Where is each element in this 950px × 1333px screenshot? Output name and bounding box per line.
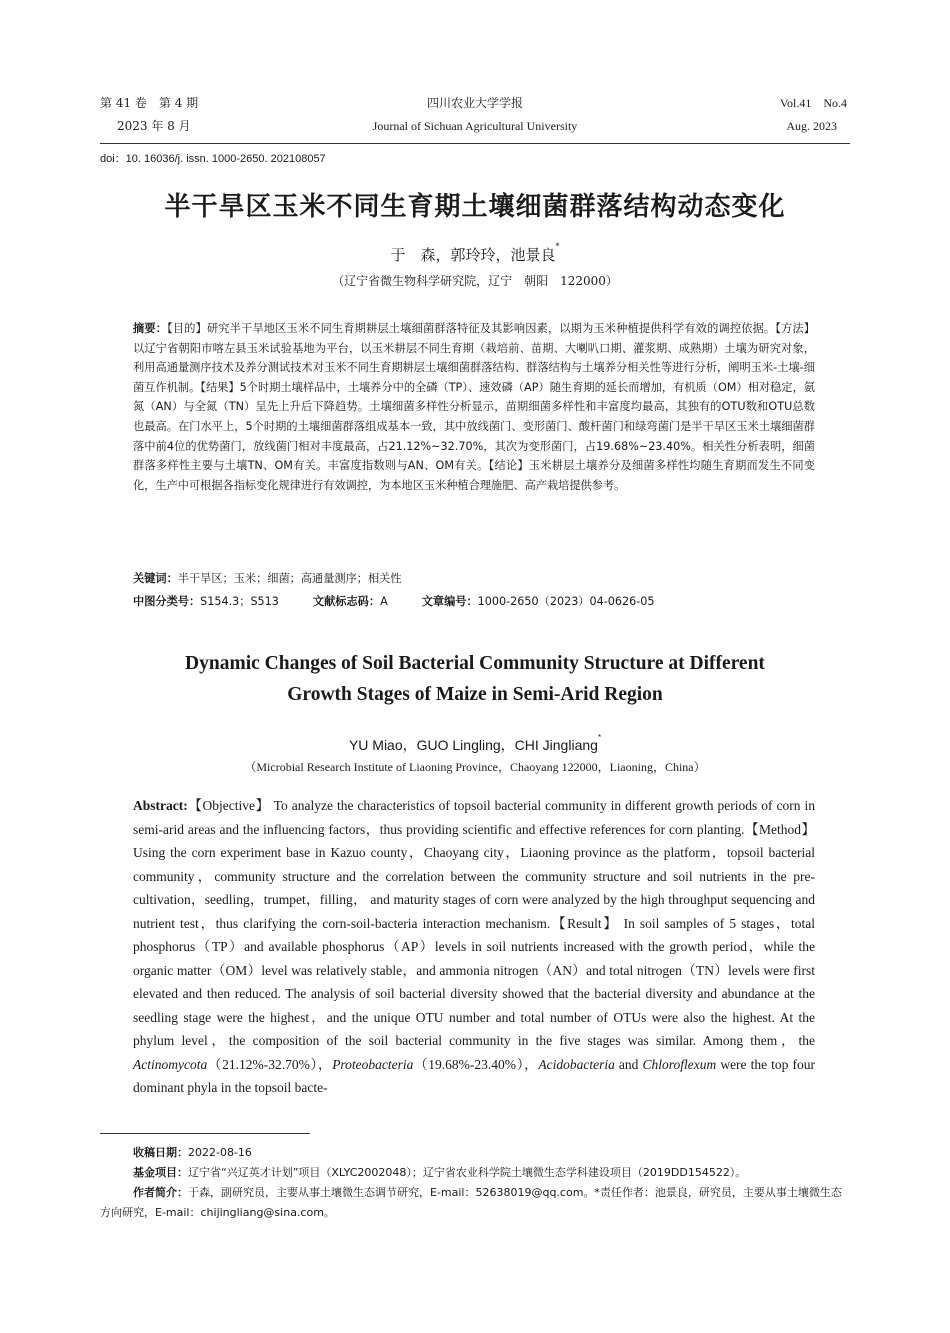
chinese-abstract-text: 【目的】研究半干旱地区玉米不同生育期耕层土壤细菌群落特征及其影响因素，以期为玉米种植提供科学有效的调控依据。【方法】以辽宁省朝阳市喀左县玉米试验基地为平台，以玉米耕层不同生育期（栽培前、苗期、大喇叭口期、灌浆期、成熟期）土壤为研究对象，利用高通量测序技术及养分测试技术对玉米不同生育期耕层土壤细菌群落结构、群落结构与土壤养分相关性等进行分析，阐明玉米-土壤-细菌互作机制。【结果】5个时期土壤样品中，土壤养分中的全磷（TP）、速效磷（AP）随生育期的延长而增加，有机质（OM）相对稳定，氨氮（AN）与全氮（TN）呈先上升后下降趋势。土壤细菌多样性分析显示，苗期细菌多样性和丰富度均最高，其独有的OTU数和OTU总数也最高。在门水平上，5个时期的土壤细菌群落组成基本一致，其中放线菌门、变形菌门、酸杆菌门和绿弯菌门是半干旱区玉米土壤细菌群落中前4位的优势菌门，放线菌门相对丰度最高，占21.12%~32.70%，其次为变形菌门，占19.68%~23.40%。相关性分析表明，细菌群落多样性主要与土壤TN、OM有关。丰富度指数则与AN、OM有关。【结论】玉米耕层土壤养分及细菌多样性均随生育期而发生不同变化，生产中可根据各指标变化规律进行有效调控，为本地区玉米种植合理施肥、高产栽培提供参考。 <box>133 322 815 492</box>
english-abstract-label: Abstract: <box>133 798 188 813</box>
and-word: and <box>614 1056 643 1072</box>
range-actinomycota: （21.12%-32.70%）， <box>207 1056 333 1072</box>
clc-value: S154.3；S513 <box>200 595 279 608</box>
header-volume-issue-en: Vol.41 No.4 <box>779 96 847 110</box>
phylum-acidobacteria: Acidobacteria <box>538 1056 615 1072</box>
bio-label: 作者简介： <box>133 1186 188 1199</box>
header-journal-cn: 四川农业大学学报 <box>426 96 523 110</box>
english-abstract <box>133 794 815 1100</box>
header-date-en: Aug. 2023 <box>786 119 837 133</box>
chinese-abstract-label: 摘要： <box>133 322 168 335</box>
doc-code-value: A <box>380 595 388 608</box>
footnote-author-bio <box>100 1183 852 1223</box>
header-journal-en: Journal of Sichuan Agricultural University <box>372 119 578 133</box>
range-proteobacteria: （19.68%-23.40%）， <box>413 1056 539 1072</box>
english-abstract-text: 【Objective】 To analyze the characteristics of topsoil bacterial community in different growth periods of corn in semi-arid areas and the influencing factors，thus providing scientific and effective references for corn planting.【Method】 Using the corn experiment base in Kazuo county，Chaoyang city，Liaoning province as the platform，topsoil bacterial community，community structure and the correlation between the community structure and soil nutrients in the pre-cultivation，seedling，trumpet，filling， and maturity stages of corn were analyzed by the high throughput sequencing and nutrient test，thus clarifying the corn-soil-bacteria interaction mechanism.【Result】 In soil samples of 5 stages，total phosphorus（TP）and available phosphorus（AP）levels in soil nutrients increased with the growth period，while the organic matter（OM）level was relatively stable，and ammonia nitrogen（AN）and total nitrogen（TN）levels were first elevated and then reduced. The analysis of soil bacterial diversity showed that the bacterial diversity and abundance at the seedling stage were the highest，and the unique OTU number and total number of OTUs were also the highest. At the phylum level，the composition of the soil bacterial community in the five stages was similar. Among them，the <box>133 798 815 1048</box>
footnotes <box>100 1143 852 1223</box>
english-corresponding-mark: * <box>597 733 602 742</box>
english-affiliation: （Microbial Research Institute of Liaoning Province，Chaoyang 122000，Liaoning，China） <box>244 760 706 774</box>
english-title <box>0 648 950 710</box>
footnote-fund <box>100 1163 852 1183</box>
keywords-label: 关键词： <box>133 572 178 585</box>
chinese-keywords <box>133 570 815 588</box>
header-date-cn: 2023 年 8 月 <box>117 119 191 133</box>
phylum-chloroflexum: Chloroflexum <box>642 1056 717 1072</box>
chinese-title: 半干旱区玉米不同生育期土壤细菌群落结构动态变化 <box>164 192 786 222</box>
classification-line <box>133 593 815 611</box>
english-title-line1: Dynamic Changes of Soil Bacterial Community Structure at Different <box>185 653 765 674</box>
chinese-authors <box>0 244 950 265</box>
fund-label: 基金项目： <box>133 1166 188 1179</box>
chinese-author-names: 于 森，郭玲玲，池景良 <box>390 246 556 264</box>
received-value: 2022-08-16 <box>188 1146 252 1159</box>
header-rule <box>100 143 850 144</box>
corresponding-mark: * <box>555 242 560 251</box>
chinese-abstract <box>133 319 815 495</box>
english-title-line2: Growth Stages of Maize in Semi-Arid Region <box>287 684 663 705</box>
doc-code-label: 文献标志码： <box>312 595 381 608</box>
phylum-actinomycota: Actinomycota <box>133 1056 208 1072</box>
received-label: 收稿日期： <box>133 1146 188 1159</box>
footnote-rule <box>100 1133 310 1134</box>
english-abstract-tail: were the top four dominant phyla in the topsoil bacte- <box>133 1056 815 1095</box>
chinese-affiliation: （辽宁省微生物科学研究院，辽宁 朝阳 122000） <box>332 274 618 288</box>
keywords-text: 半干旱区；玉米；细菌；高通量测序；相关性 <box>177 572 402 585</box>
clc-label: 中图分类号： <box>133 595 201 608</box>
fund-value: 辽宁省“兴辽英才计划”项目（XLYC2002048）；辽宁省农业科学院土壤微生态学科建设项目（2019DD154522）。 <box>188 1166 747 1179</box>
article-no-value: 1000-2650（2023）04-0626-05 <box>477 595 655 608</box>
header-volume-issue-cn: 第 41 卷 第 4 期 <box>100 96 199 110</box>
phylum-proteobacteria: Proteobacteria <box>332 1056 414 1072</box>
bio-value: 于森，副研究员，主要从事土壤微生态调节研究，E-mail：52638019@qq.com。*责任作者：池景良，研究员，主要从事土壤微生态方向研究，E-mail：chijingliang@sina.com。 <box>100 1186 842 1219</box>
doi: doi：10. 16036/j. issn. 1000-2650. 202108057 <box>100 153 326 165</box>
english-author-names: YU Miao，GUO Lingling，CHI Jingliang <box>348 737 598 753</box>
article-no-label: 文章编号： <box>421 595 478 608</box>
english-authors <box>0 735 950 755</box>
footnote-received <box>100 1143 852 1163</box>
